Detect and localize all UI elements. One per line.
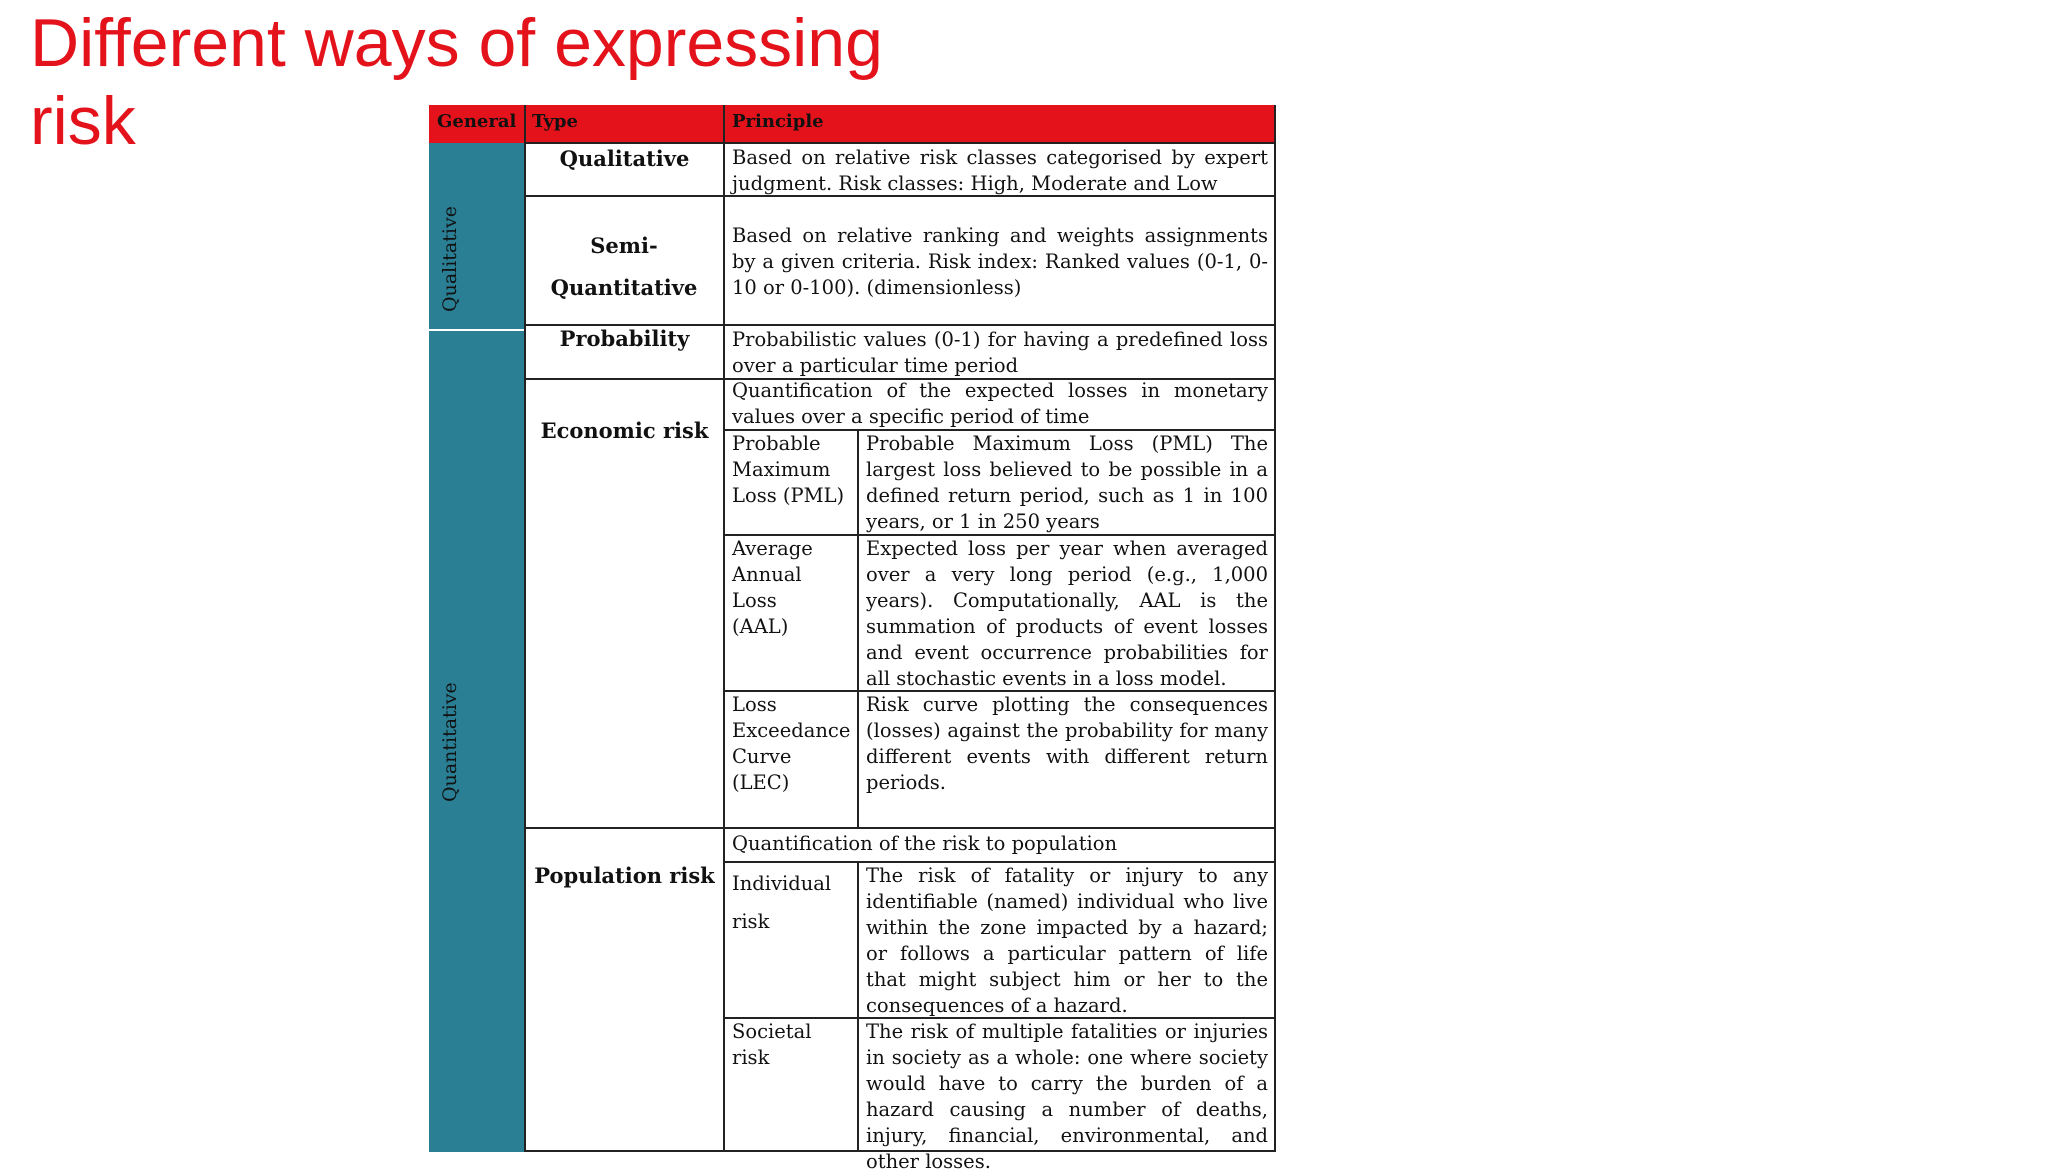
divider xyxy=(524,105,526,1152)
type-economic-risk: Economic risk xyxy=(540,418,709,443)
societal-risk-desc: The risk of multiple fatalities or injuries in society as a whole: one where society would have to carry the burden of a hazard causing a number of deaths, injury, financial, environmental, and other losses. xyxy=(866,1020,1268,1173)
divider xyxy=(723,105,725,1152)
principle-probability: Probabilistic values (0-1) for having a predefined loss over a particular time period xyxy=(732,328,1268,377)
type-qualitative: Qualitative xyxy=(559,146,690,171)
individual-risk-desc: The risk of fatality or injury to any identifiable (named) individual who live within the zone impacted by a hazard; or follows a particular pattern of life that might subject him or her to the consequences of a hazard. xyxy=(866,864,1268,1017)
lec-name: Loss Exceedance Curve (LEC) xyxy=(732,693,851,794)
pml-desc: Probable Maximum Loss (PML) The largest loss believed to be possible in a defined return period, such as 1 in 100 years, or 1 in 250 years xyxy=(866,432,1268,533)
principle-semi-quantitative: Based on relative ranking and weights assignments by a given criteria. Risk index: Ranked values (0-1, 0-10 or 0-100). (dimensionless) xyxy=(732,224,1268,299)
lec-desc: Risk curve plotting the consequences (losses) against the probability for many different events with different return periods. xyxy=(866,693,1268,794)
individual-risk-name: Individual risk xyxy=(732,872,832,933)
slide-title: Different ways of expressing risk xyxy=(30,5,883,159)
aal-name: Average Annual Loss (AAL) xyxy=(732,537,813,638)
type-population-risk: Population risk xyxy=(534,863,715,888)
divider xyxy=(524,827,1276,829)
economic-intro: Quantification of the expected losses in monetary values over a specific period of time xyxy=(732,379,1268,428)
risk-table xyxy=(429,105,1276,1173)
type-probability: Probability xyxy=(559,326,690,351)
group-quantitative-label: Quantitative xyxy=(439,682,461,802)
population-intro: Quantification of the risk to population xyxy=(732,832,1118,855)
principle-qualitative: Based on relative risk classes categorised by expert judgment. Risk classes: High, Moderate and Low xyxy=(732,146,1268,195)
divider xyxy=(857,862,859,1152)
aal-desc: Expected loss per year when averaged over a very long period (e.g., 1,000 years). Computationally, AAL is the summation of products of event losses and event occurrence probabilities for all stochastic events in a loss model. xyxy=(866,537,1268,690)
societal-risk-name: Societal risk xyxy=(732,1020,812,1069)
group-qualitative-label: Qualitative xyxy=(439,206,461,312)
pml-name: Probable Maximum Loss (PML) xyxy=(732,432,845,507)
divider xyxy=(857,430,859,828)
header-type: Type xyxy=(524,105,724,143)
header-general: General xyxy=(429,105,524,143)
type-semi-quantitative: Semi-Quantitative xyxy=(550,233,698,300)
header-principle: Principle xyxy=(724,105,1276,143)
divider xyxy=(1274,105,1276,1152)
